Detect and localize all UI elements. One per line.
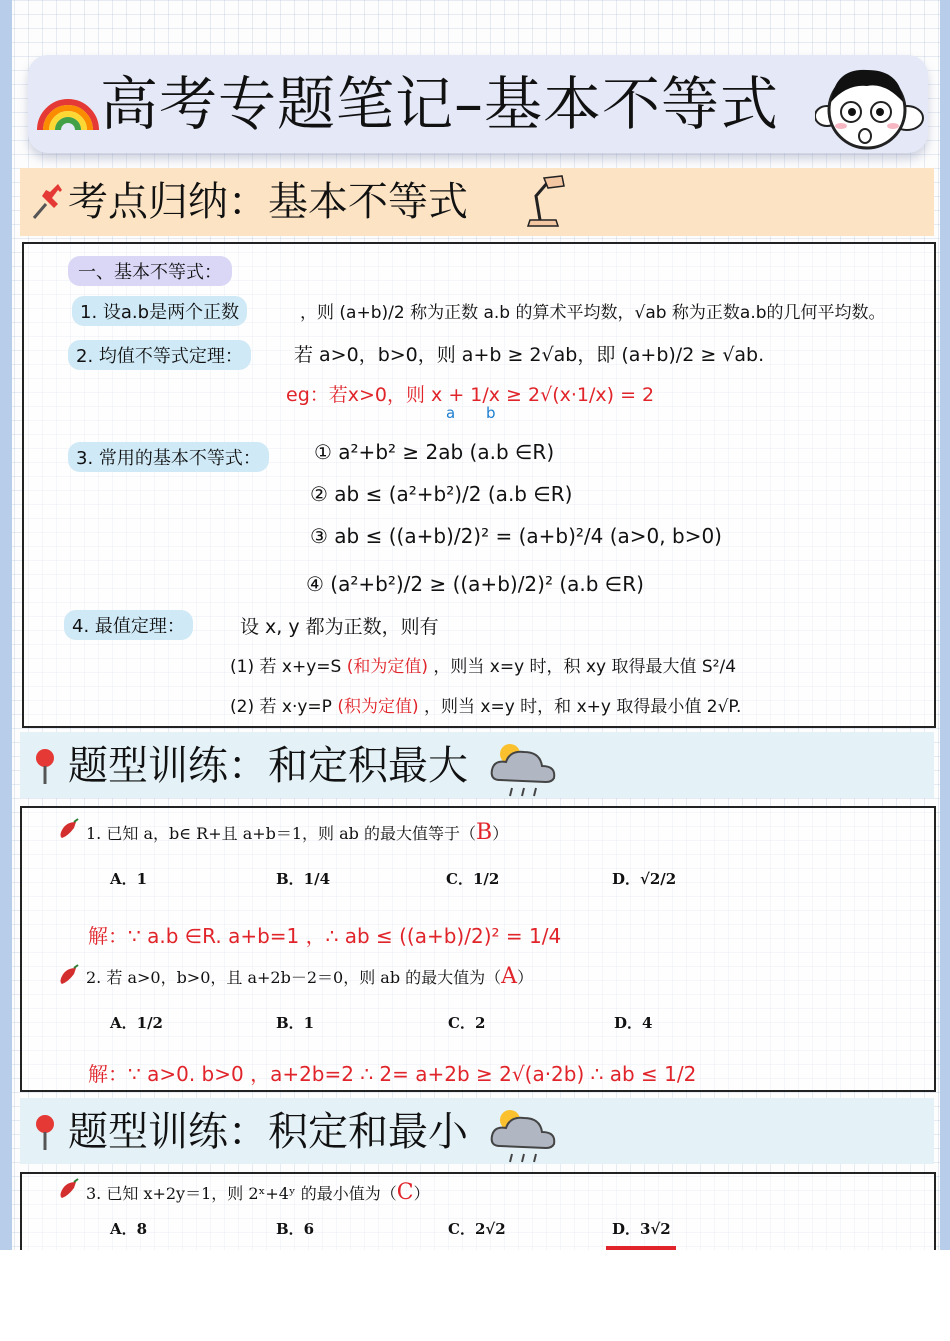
answer-underline [606,1246,676,1250]
rule-2-result: ，则当 x=y 时，和 x+y 取得最小值 2√P. [424,697,742,717]
problem-2-option-a: A．1/2 [110,1014,163,1032]
problem-3-question: 3. 已知 x+2y＝1，则 2ˣ+4ʸ 的最小值为（C） [86,1180,430,1205]
section-title: 题型训练：积定和最小 [68,1109,468,1155]
chili-icon [56,964,80,986]
problem-1-option-b: B．1/4 [276,870,331,888]
cartoon-face-icon [815,60,925,160]
item4-text: 设 x, y 都为正数，则有 [240,616,439,638]
rule-1-note: (和为定值) [346,657,428,677]
problem-3-answer: C [396,1180,414,1205]
chili-icon [56,1178,80,1200]
rule-1-result: ，则当 x=y 时，积 xy 取得最大值 S²/4 [433,657,737,677]
page-title: 高考专题笔记–基本不等式 [100,70,780,138]
item4-label: 4. 最值定理： [64,610,193,640]
problem-3-option-b: B．6 [276,1220,315,1238]
formula-4: ④ (a²+b²)/2 ≥ ((a+b)/2)² (a.b ∈R) [306,572,644,596]
problem-1-solution: 解：∵ a.b ∈R. a+b=1 ，∴ ab ≤ ((a+b)/2)² = 1/4 [88,924,562,948]
problem-1-option-c: C．1/2 [446,870,500,888]
section-header-1 [20,168,934,236]
problem-1-answer: B [476,820,493,845]
notes-heading: 一、基本不等式： [68,256,232,286]
problem-1-option-d: D．√2/2 [612,870,677,888]
problem-2-option-d: D．4 [614,1014,653,1032]
problem-2-solution: 解：∵ a>0. b>0 ，a+2b=2 ∴ 2= a+2b ≥ 2√(a·2b) ∴ ab ≤ 1/2 [88,1062,697,1086]
formula-3: ③ ab ≤ ((a+b)/2)² = (a+b)²/4 (a>0, b>0) [310,524,722,548]
rainbow-icon [34,70,100,134]
chili-icon [56,818,80,840]
pushpin-icon [28,182,68,222]
rule-2 [230,692,741,717]
rule-1 [230,652,736,677]
item1-text: ，则 (a+b)/2 称为正数 a.b 的算术平均数，√ab 称为正数a.b的几何平均数。 [300,303,886,323]
cloudy-rain-icon [480,1102,562,1166]
problem-2-answer: A [501,964,518,989]
rule-2-note: (积为定值) [337,697,419,717]
item3-label: 3. 常用的基本不等式： [68,442,269,472]
map-pin-icon [28,1112,62,1152]
rule-2-cond: (2) 若 x·y=P [230,697,332,717]
problem-2-option-b: B．1 [276,1014,315,1032]
map-pin-icon [28,746,62,786]
problem-3-option-d: D．3√2 [612,1220,671,1238]
example-b-label: b [486,404,496,422]
example-a-label: a [446,404,456,422]
problem-3-option-a: A．8 [110,1220,148,1238]
problem-2-question: 2. 若 a>0，b>0，且 a+2b－2＝0，则 ab 的最大值为（A） [86,964,534,989]
example-line: eg：若x>0，则 x + 1/x ≥ 2√(x·1/x) = 2 [286,384,655,406]
cloudy-rain-icon [480,736,562,800]
item2-label: 2. 均值不等式定理： [68,340,251,370]
problem-1-option-a: A．1 [110,870,148,888]
left-edge [0,0,12,1250]
problems-box-1 [20,806,936,1092]
formula-1: ① a²+b² ≥ 2ab (a.b ∈R) [314,440,555,464]
section-title: 考点归纳：基本不等式 [68,179,468,225]
problems-box-2 [20,1172,936,1250]
problem-1-question: 1. 已知 a，b∈ R+且 a+b＝1，则 ab 的最大值等于（B） [86,820,509,845]
item1-label: 1. 设a.b是两个正数 [72,296,247,326]
item2-text: 若 a>0，b>0，则 a+b ≥ 2√ab，即 (a+b)/2 ≥ √ab. [294,344,765,366]
rule-1-cond: (1) 若 x+y=S [230,657,342,677]
formula-2: ② ab ≤ (a²+b²)/2 (a.b ∈R) [310,482,573,506]
section-title: 题型训练：和定积最大 [68,743,468,789]
problem-3-option-c: C．2√2 [448,1220,506,1238]
problem-2-option-c: C．2 [448,1014,486,1032]
desk-lamp-icon [518,172,568,232]
section-header-3 [20,1098,934,1164]
right-edge [940,0,950,1250]
notes-box [22,242,936,728]
section-header-2 [20,732,934,798]
